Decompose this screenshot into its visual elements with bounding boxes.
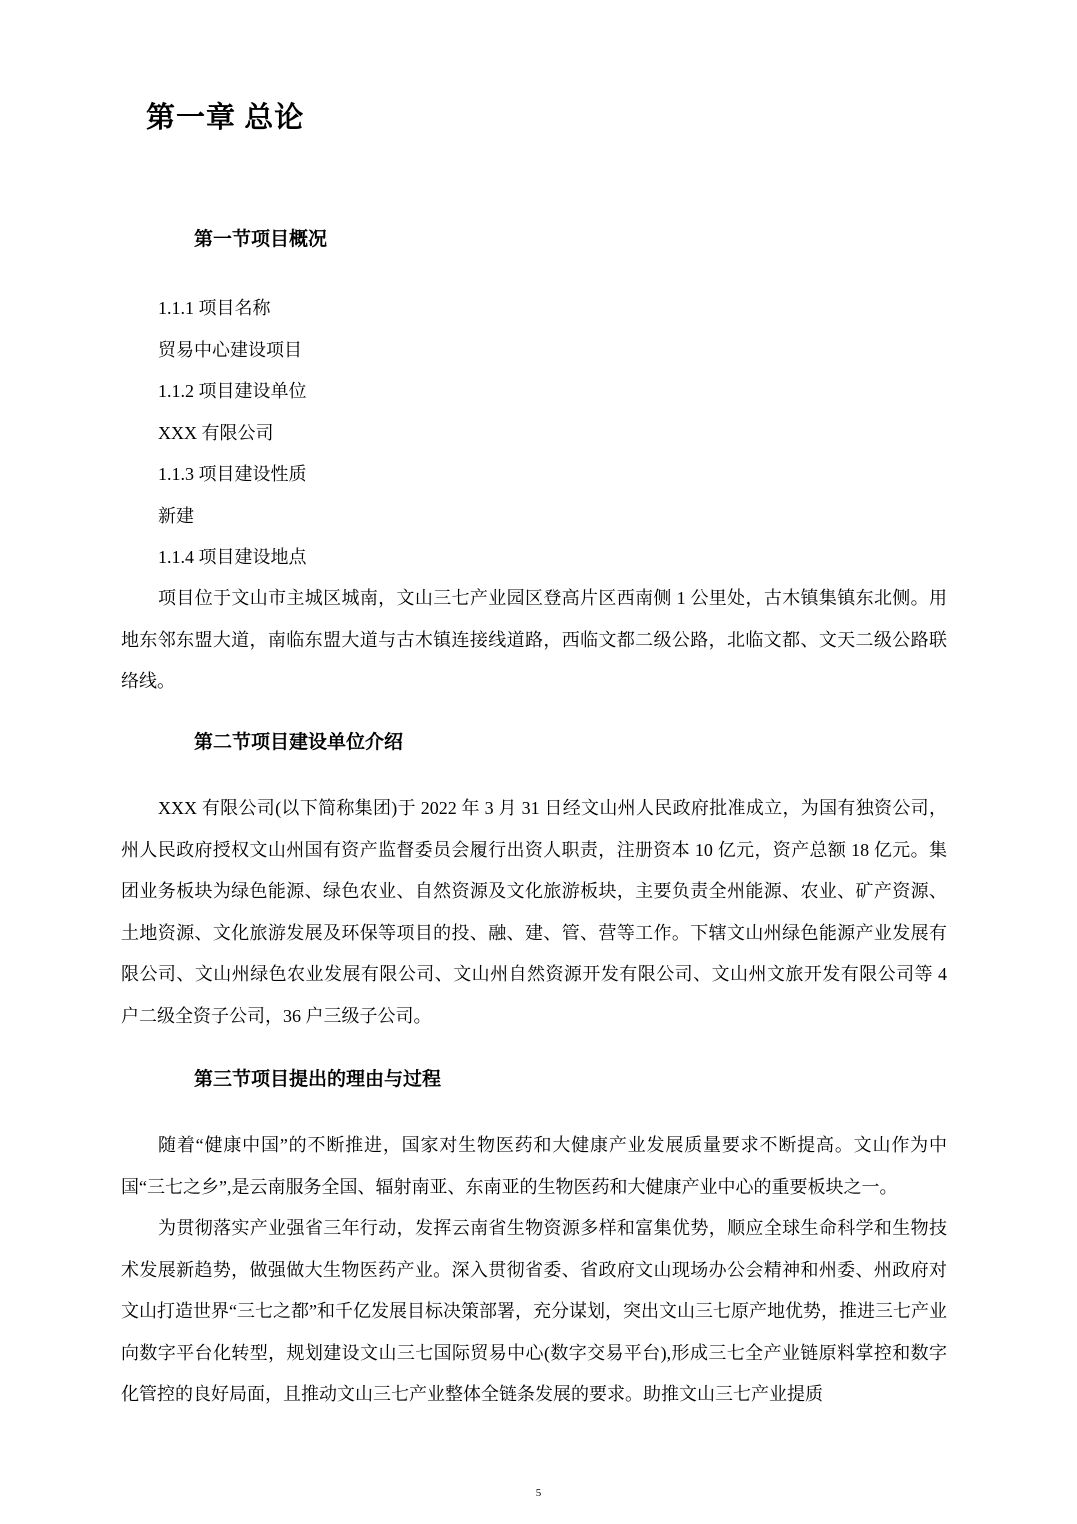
item-value-nature: 新建 bbox=[158, 506, 194, 526]
item-heading-location: 1.1.4 项目建设地点 bbox=[158, 547, 307, 567]
paragraph-reasons-1: 随着“健康中国”的不断推进，国家对生物医药和大健康产业发展质量要求不断提高。文山作为中国“三七之乡”,是云南服务全国、辐射南亚、东南亚的生物医药和大健康产业中心的重要板块之一。 bbox=[121, 1135, 947, 1197]
paragraph-builder-intro: XXX 有限公司(以下简称集团)于 2022 年 3 月 31 日经文山州人民政府批准成立，为国有独资公司，州人民政府授权文山州国有资产监督委员会履行出资人职责，注册资本 10 亿元，资产总额 18 亿元。集团业务板块为绿色能源、绿色农业、自然资源及文化旅游板块，主要负责全州能源、农业、矿产资源、土地资源、文化旅游发展及环保等项目的投、融、建、管、营等工作。下辖文山州绿色能源产业发展有限公司、文山州绿色农业发展有限公司、文山州自然资源开发有限公司、文山州文旅开发有限公司等 4 户二级全资子公司，36 户三级子公司。 bbox=[121, 798, 947, 1026]
section-title-overview: 第一节项目概况 bbox=[194, 229, 328, 250]
page-number: 5 bbox=[535, 1487, 542, 1499]
item-heading-nature: 1.1.3 项目建设性质 bbox=[158, 464, 307, 484]
paragraph-location: 项目位于文山市主城区城南，文山三七产业园区登高片区西南侧 1 公里处，古木镇集镇东北侧。用地东邻东盟大道，南临东盟大道与古木镇连接线道路，西临文都二级公路，北临文都、文天二级公路联络线。 bbox=[121, 588, 947, 691]
item-value-builder: XXX 有限公司 bbox=[158, 423, 274, 443]
item-value-project-name: 贸易中心建设项目 bbox=[158, 340, 302, 360]
item-heading-builder: 1.1.2 项目建设单位 bbox=[158, 381, 307, 401]
item-heading-project-name: 1.1.1 项目名称 bbox=[158, 298, 271, 318]
section-title-builder-intro: 第二节项目建设单位介绍 bbox=[194, 732, 404, 753]
paragraph-reasons-2: 为贯彻落实产业强省三年行动，发挥云南省生物资源多样和富集优势，顺应全球生命科学和生物技术发展新趋势，做强做大生物医药产业。深入贯彻省委、省政府文山现场办公会精神和州委、州政府对文山打造世界“三七之都”和千亿发展目标决策部署，充分谋划，突出文山三七原产地优势，推进三七产业向数字平台化转型，规划建设文山三七国际贸易中心(数字交易平台),形成三七全产业链原料掌控和数字化管控的良好局面，且推动文山三七产业整体全链条发展的要求。助推文山三七产业提质 bbox=[121, 1218, 947, 1404]
section-title-reasons: 第三节项目提出的理由与过程 bbox=[194, 1069, 442, 1090]
chapter-title: 第一章 总论 bbox=[146, 102, 305, 134]
